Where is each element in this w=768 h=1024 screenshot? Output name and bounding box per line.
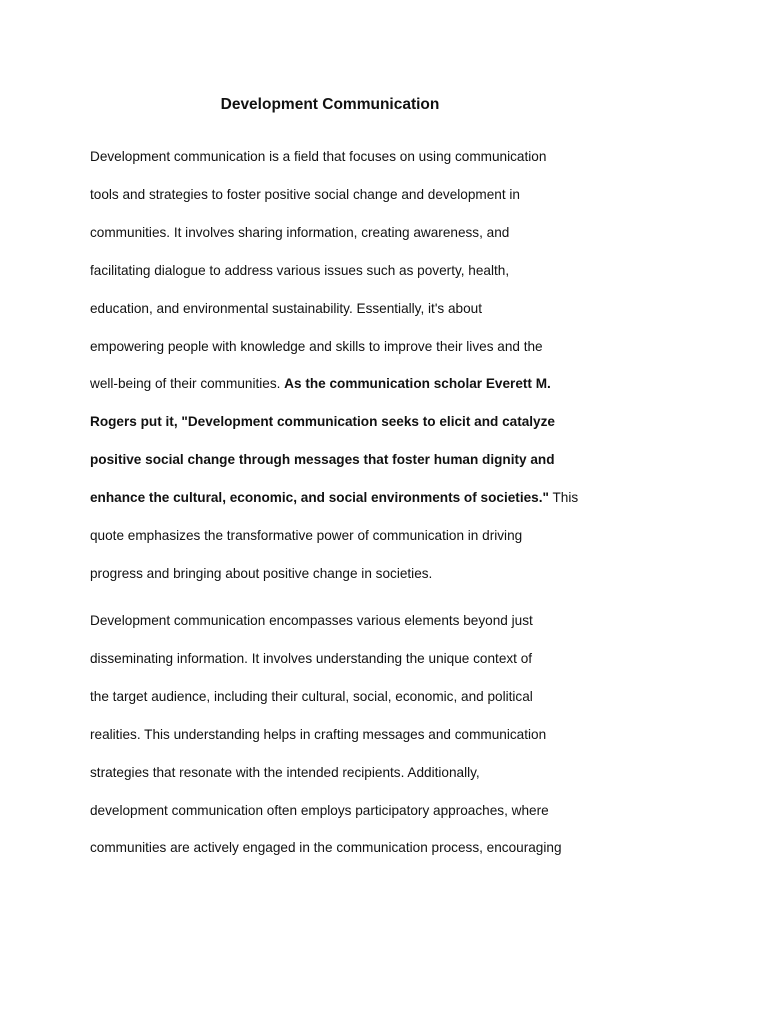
- text-line: [90, 525, 522, 547]
- text-line: [90, 762, 480, 784]
- body-text: empowering people with knowledge and skills to improve their lives and the: [90, 338, 543, 354]
- text-line: [90, 184, 520, 206]
- text-line: [90, 222, 509, 244]
- body-text: Development communication is a field that focuses on using communication: [90, 149, 547, 164]
- body-text: development communication often employs participatory approaches, where: [90, 802, 549, 818]
- document-title: Development Communication: [220, 96, 440, 113]
- body-text: education, and environmental sustainability. Essentially, it's about: [90, 300, 483, 316]
- text-line: [90, 563, 432, 585]
- body-text: realities. This understanding helps in crafting messages and communication: [90, 726, 547, 742]
- text-line: [90, 146, 546, 168]
- body-text: facilitating dialogue to address various issues such as poverty, health,: [90, 262, 510, 278]
- quote-text: As the communication scholar Everett M.: [284, 376, 551, 392]
- text-line: [90, 449, 555, 471]
- text-line: [90, 373, 551, 395]
- body-text: the target audience, including their cultural, social, economic, and political: [90, 688, 533, 704]
- text-line: [90, 800, 549, 822]
- text-line: [90, 487, 578, 509]
- text-line: [90, 411, 555, 433]
- text-line: [90, 686, 533, 708]
- body-text: progress and bringing about positive change in societies.: [90, 565, 433, 581]
- quote-text: positive social change through messages that foster human dignity and: [90, 452, 555, 468]
- body-text: well-being of their communities.: [90, 376, 285, 392]
- text-line: [90, 336, 543, 358]
- quote-text: enhance the cultural, economic, and social environments of societies.": [90, 490, 549, 506]
- body-text: tools and strategies to foster positive social change and development in: [90, 186, 520, 202]
- quote-text: Rogers put it, "Development communication seeks to elicit and catalyze: [90, 414, 555, 430]
- body-text: disseminating information. It involves understanding the unique context of: [90, 650, 533, 666]
- text-line: [90, 724, 546, 746]
- text-line: [90, 610, 533, 632]
- body-text: This: [548, 490, 579, 506]
- body-text: Development communication encompasses various elements beyond just: [90, 613, 533, 628]
- body-text: strategies that resonate with the intended recipients. Additionally,: [90, 764, 480, 780]
- text-line: [90, 260, 509, 282]
- body-text: quote emphasizes the transformative power of communication in driving: [90, 528, 523, 543]
- text-line: [90, 298, 482, 320]
- body-text: communities. It involves sharing information, creating awareness, and: [90, 224, 510, 240]
- body-text: communities are actively engaged in the communication process, encouraging: [90, 840, 562, 856]
- text-line: [90, 648, 532, 670]
- text-line: [90, 837, 562, 859]
